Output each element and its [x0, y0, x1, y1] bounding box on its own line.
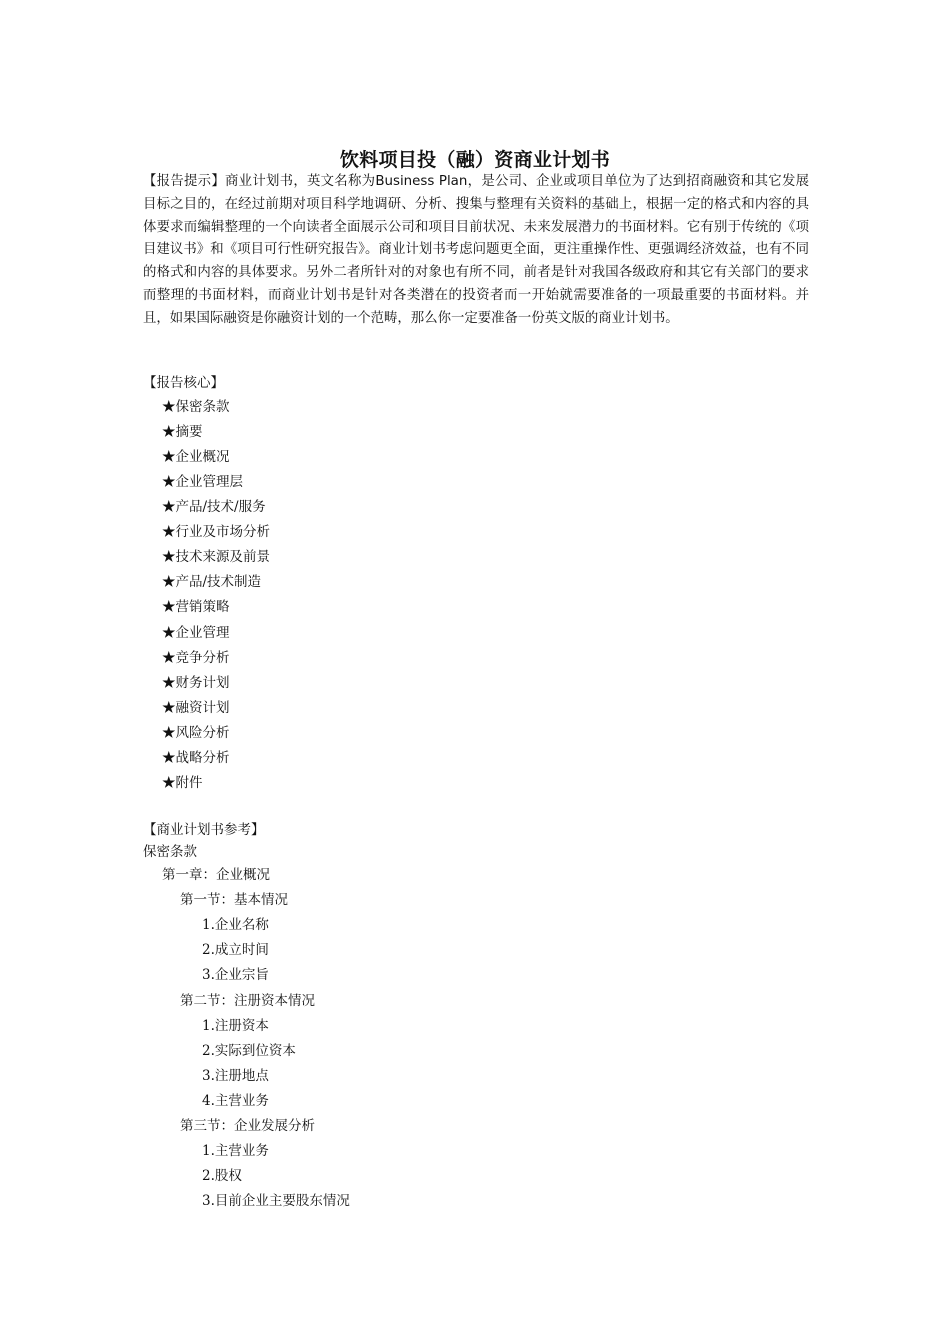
outline-item: 3.企业宗旨: [202, 967, 269, 983]
outline-item: 2.成立时间: [202, 942, 269, 958]
core-list-item: ★产品/技术/服务: [162, 499, 266, 515]
core-list-item: ★营销策略: [162, 599, 230, 615]
core-list-item: ★产品/技术制造: [162, 574, 262, 590]
intro-prefix: 【报告提示】商业计划书，英文名称为: [143, 174, 376, 189]
core-list-item: ★摘要: [162, 424, 203, 440]
core-list-item: ★企业概况: [162, 449, 230, 465]
outline-item: 1.注册资本: [202, 1018, 269, 1034]
core-list-item: ★企业管理: [162, 625, 230, 641]
outline-item: 3.目前企业主要股东情况: [202, 1193, 350, 1209]
confidentiality-clause: 保密条款: [143, 844, 197, 860]
document-title: 饮料项目投（融）资商业计划书: [339, 149, 611, 171]
outline-item: 1.企业名称: [202, 917, 269, 933]
section-title: 第三节：企业发展分析: [180, 1118, 315, 1134]
core-list-item: ★财务计划: [162, 675, 230, 691]
section-title: 第一节：基本情况: [180, 892, 288, 908]
outline-item: 2.实际到位资本: [202, 1043, 296, 1059]
core-list-item: ★融资计划: [162, 700, 230, 716]
core-list-item: ★竞争分析: [162, 650, 230, 666]
report-intro-paragraph: [143, 171, 809, 331]
section-title: 第二节：注册资本情况: [180, 993, 315, 1009]
intro-body: ，是公司、企业或项目单位为了达到招商融资和其它发展目标之目的，在经过前期对项目科学地调研、分析、搜集与整理有关资料的基础上，根据一定的格式和内容的具体要求而编辑整理的一个向读者全面展示公司和项目目前状况、未来发展潜力的书面材料。它有别于传统的《项目建议书》和《项目可行性研究报告》。商业计划书考虑问题更全面，更注重操作性、更强调经济效益，也有不同的格式和内容的具体要求。另外二者所针对的对象也有所不同，前者是针对我国各级政府和其它有关部门的要求而整理的书面材料，而商业计划书是针对各类潜在的投资者而一开始就需要准备的一项最重要的书面材料。并且，如果国际融资是你融资计划的一个范畴，那么你一定要准备一份英文版的商业计划书。: [143, 174, 810, 326]
outline-item: 3.注册地点: [202, 1068, 269, 1084]
chapter-title: 第一章：企业概况: [162, 867, 270, 883]
core-list-item: ★企业管理层: [162, 474, 243, 490]
intro-english-term: Business Plan: [375, 174, 468, 189]
outline-item: 1.主营业务: [202, 1143, 269, 1159]
core-list-item: ★附件: [162, 775, 203, 791]
core-list-item: ★战略分析: [162, 750, 230, 766]
outline-item: 4.主营业务: [202, 1093, 269, 1109]
core-heading: 【报告核心】: [143, 375, 224, 391]
outline-item: 2.股权: [202, 1168, 242, 1184]
reference-heading: 【商业计划书参考】: [143, 822, 265, 838]
core-list-item: ★风险分析: [162, 725, 230, 741]
core-list-item: ★保密条款: [162, 399, 230, 415]
core-list-item: ★技术来源及前景: [162, 549, 270, 565]
core-list-item: ★行业及市场分析: [162, 524, 270, 540]
